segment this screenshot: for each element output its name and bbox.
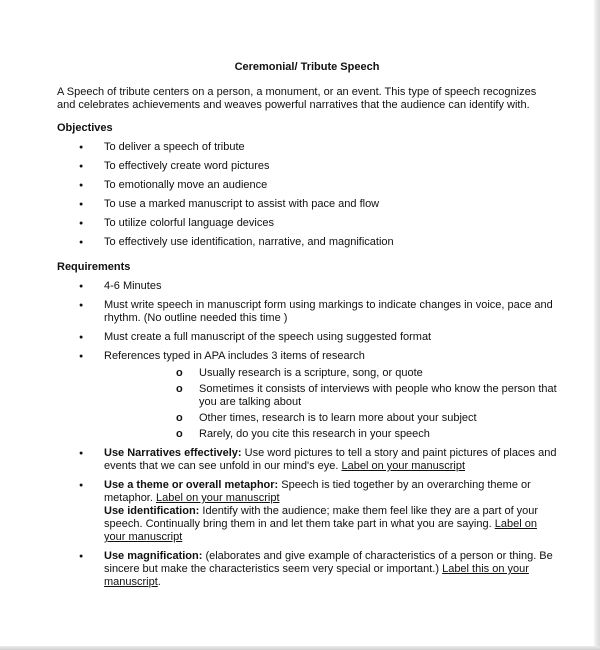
objective-item: ● To use a marked manuscript to assist with pace and flow <box>57 198 557 211</box>
requirement-full-manuscript: ● Must create a full manuscript of the speech using suggested format <box>57 331 557 344</box>
requirement-theme-identification <box>57 479 557 544</box>
magnification-label: Use magnification: <box>104 550 203 562</box>
references-text: References typed in APA includes 3 items of research <box>104 350 365 362</box>
document-content <box>57 61 557 595</box>
document-title: Ceremonial/ Tribute Speech <box>234 61 380 73</box>
requirement-manuscript-form: ● Must write speech in manuscript form using markings to indicate changes in voice, pace and rhythm. (No outline needed this time ) <box>57 299 557 325</box>
requirement-time: ● 4-6 Minutes <box>57 280 557 293</box>
magnification-link: Label this on your manuscript <box>104 563 529 588</box>
objectives-list <box>57 141 557 249</box>
theme-text: Speech is tied together by an overarching theme or metaphor. <box>104 479 531 504</box>
objective-item: ● To utilize colorful language devices <box>57 217 557 230</box>
identification-label: Use identification: <box>104 505 200 517</box>
magnification-end: . <box>157 576 161 588</box>
objective-item: ● To effectively create word pictures <box>57 160 557 173</box>
objective-item: ● To emotionally move an audience <box>57 179 557 192</box>
research-item: o Usually research is a scripture, song, or quote <box>104 367 557 380</box>
narratives-link: Label on your manuscript <box>341 460 466 472</box>
requirements-heading: Requirements <box>57 261 131 273</box>
identification-text: Identify with the audience; make them feel like they are a part of your speech. Continually bring them in and let them take part in what you are saying. <box>104 505 539 530</box>
requirement-magnification <box>57 550 557 589</box>
research-item: o Rarely, do you cite this research in your speech <box>104 428 557 441</box>
identification-link: Label on your manuscript <box>104 518 537 543</box>
theme-label: Use a theme or overall metaphor: <box>104 479 279 491</box>
narratives-text: Use word pictures to tell a story and paint pictures of places and events that we can see unfold in our mind's eye. <box>104 447 557 472</box>
objectives-heading: Objectives <box>57 122 113 134</box>
narratives-label: Use Narratives effectively: <box>104 447 242 459</box>
requirements-list <box>57 280 557 589</box>
objective-item: ● To effectively use identification, narrative, and magnification <box>57 236 557 249</box>
intro-paragraph: A Speech of tribute centers on a person, a monument, or an event. This type of speech recognizes and celebrates achievements and weaves powerful narratives that the audience can identify with. <box>57 86 537 111</box>
page-edge-right <box>594 0 600 650</box>
magnification-text: (elaborates and give example of characteristics of a person or thing. Be sincere but make the characteristics seem very special or important.) <box>104 550 553 575</box>
research-sublist <box>104 367 557 441</box>
research-item: o Other times, research is to learn more about your subject <box>104 412 557 425</box>
theme-link: Label on your manuscript <box>155 492 280 504</box>
page-edge-bottom <box>0 646 600 650</box>
requirement-narratives <box>57 447 557 473</box>
requirement-references <box>57 350 557 441</box>
research-item: o Sometimes it consists of interviews with people who know the person that you are talking about <box>104 383 557 409</box>
objective-item: ● To deliver a speech of tribute <box>57 141 557 154</box>
